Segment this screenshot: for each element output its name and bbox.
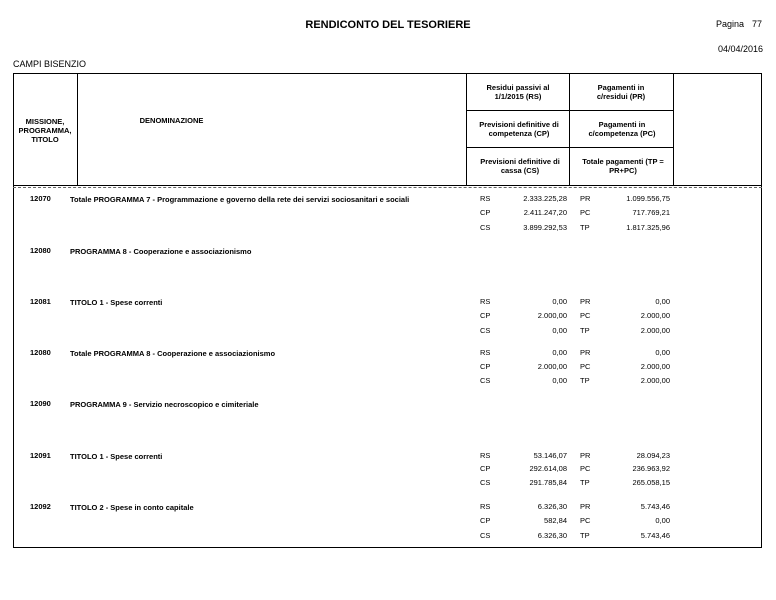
header-divider: [569, 73, 570, 185]
col-header-denominazione: DENOMINAZIONE: [139, 116, 204, 125]
label-cp: CP: [480, 516, 491, 525]
label-pc: PC: [580, 362, 591, 371]
label-cp: CP: [480, 362, 491, 371]
label-pc: PC: [580, 516, 591, 525]
label-rs: RS: [480, 451, 491, 460]
header-divider: [466, 110, 673, 111]
label-pr: PR: [580, 194, 591, 203]
label-tp: TP: [580, 326, 590, 335]
label-rs: RS: [480, 502, 491, 511]
report-title: RENDICONTO DEL TESORIERE: [305, 19, 471, 31]
label-pc: PC: [580, 311, 591, 320]
value-pc: 717.769,21: [632, 208, 670, 217]
label-pc: PC: [580, 208, 591, 217]
value-pr: 0,00: [655, 297, 670, 306]
header-divider: [13, 185, 762, 186]
label-pr: PR: [580, 297, 591, 306]
value-rs: 6.326,30: [537, 502, 567, 511]
value-cp: 292.614,08: [529, 464, 567, 473]
value-cs: 0,00: [552, 326, 567, 335]
value-tp: 2.000,00: [640, 376, 670, 385]
value-cs: 0,00: [552, 376, 567, 385]
header-divider: [466, 73, 467, 185]
value-cp: 2.000,00: [537, 311, 567, 320]
label-rs: RS: [480, 348, 491, 357]
value-pr: 28.094,23: [636, 451, 670, 460]
label-cs: CS: [480, 223, 491, 232]
value-cs: 3.899.292,53: [523, 223, 567, 232]
label-cs: CS: [480, 531, 491, 540]
value-pc: 2.000,00: [640, 362, 670, 371]
label-cp: CP: [480, 464, 491, 473]
row-code: 12090: [30, 399, 51, 408]
value-tp: 2.000,00: [640, 326, 670, 335]
row-description: TITOLO 1 - Spese correnti: [70, 452, 163, 461]
value-cp: 2.000,00: [537, 362, 567, 371]
col-header-pc: Pagamenti in c/competenza (PC): [588, 120, 656, 138]
col-header-rs: Residui passivi al 1/1/2015 (RS): [486, 83, 550, 101]
value-pc: 0,00: [655, 516, 670, 525]
page-label: Pagina: [716, 19, 745, 29]
row-description: Totale PROGRAMMA 8 - Cooperazione e associazionismo: [70, 349, 276, 358]
report-date: 04/04/2016: [717, 44, 763, 54]
col-header-missione: MISSIONE, PROGRAMMA, TITOLO: [18, 117, 72, 144]
row-description: Totale PROGRAMMA 7 - Programmazione e governo della rete dei servizi sociosanitari e sociali: [70, 195, 410, 204]
row-code: 12091: [30, 451, 51, 460]
row-code: 12070: [30, 194, 51, 203]
label-rs: RS: [480, 297, 491, 306]
page-number: 77: [752, 19, 763, 29]
label-cp: CP: [480, 311, 491, 320]
label-cs: CS: [480, 376, 491, 385]
row-description: TITOLO 1 - Spese correnti: [70, 298, 163, 307]
header-divider: [77, 73, 78, 185]
entity-name: CAMPI BISENZIO: [13, 59, 87, 69]
label-pr: PR: [580, 348, 591, 357]
label-tp: TP: [580, 223, 590, 232]
value-rs: 0,00: [552, 348, 567, 357]
row-code: 12080: [30, 246, 51, 255]
label-rs: RS: [480, 194, 491, 203]
col-header-cp: Previsioni definitive di competenza (CP): [479, 120, 559, 138]
col-header-cs: Previsioni definitive di cassa (CS): [480, 157, 560, 175]
row-description: PROGRAMMA 9 - Servizio necroscopico e cimiteriale: [70, 400, 259, 409]
label-pr: PR: [580, 502, 591, 511]
label-tp: TP: [580, 376, 590, 385]
label-pc: PC: [580, 464, 591, 473]
col-header-tp: Totale pagamenti (TP = PR+PC): [582, 157, 664, 175]
label-pr: PR: [580, 451, 591, 460]
label-tp: TP: [580, 478, 590, 487]
value-tp: 5.743,46: [640, 531, 670, 540]
row-code: 12092: [30, 502, 51, 511]
row-code: 12081: [30, 297, 51, 306]
label-cp: CP: [480, 208, 491, 217]
header-divider: [13, 187, 762, 188]
row-code: 12080: [30, 348, 51, 357]
value-pc: 2.000,00: [640, 311, 670, 320]
value-pr: 5.743,46: [640, 502, 670, 511]
value-pr: 0,00: [655, 348, 670, 357]
value-cs: 6.326,30: [537, 531, 567, 540]
value-pc: 236.963,92: [632, 464, 670, 473]
label-cs: CS: [480, 326, 491, 335]
row-description: TITOLO 2 - Spese in conto capitale: [70, 503, 194, 512]
value-tp: 265.058,15: [632, 478, 670, 487]
header-divider: [673, 73, 674, 185]
value-cs: 291.785,84: [529, 478, 567, 487]
value-tp: 1.817.325,96: [626, 223, 670, 232]
value-rs: 53.146,07: [533, 451, 567, 460]
value-cp: 2.411.247,20: [523, 208, 567, 217]
label-cs: CS: [480, 478, 491, 487]
value-pr: 1.099.556,75: [626, 194, 670, 203]
value-cp: 582,84: [544, 516, 567, 525]
row-description: PROGRAMMA 8 - Cooperazione e associazionismo: [70, 247, 252, 256]
value-rs: 2.333.225,28: [523, 194, 567, 203]
label-tp: TP: [580, 531, 590, 540]
header-divider: [466, 147, 673, 148]
col-header-pr: Pagamenti in c/residui (PR): [596, 83, 646, 101]
value-rs: 0,00: [552, 297, 567, 306]
